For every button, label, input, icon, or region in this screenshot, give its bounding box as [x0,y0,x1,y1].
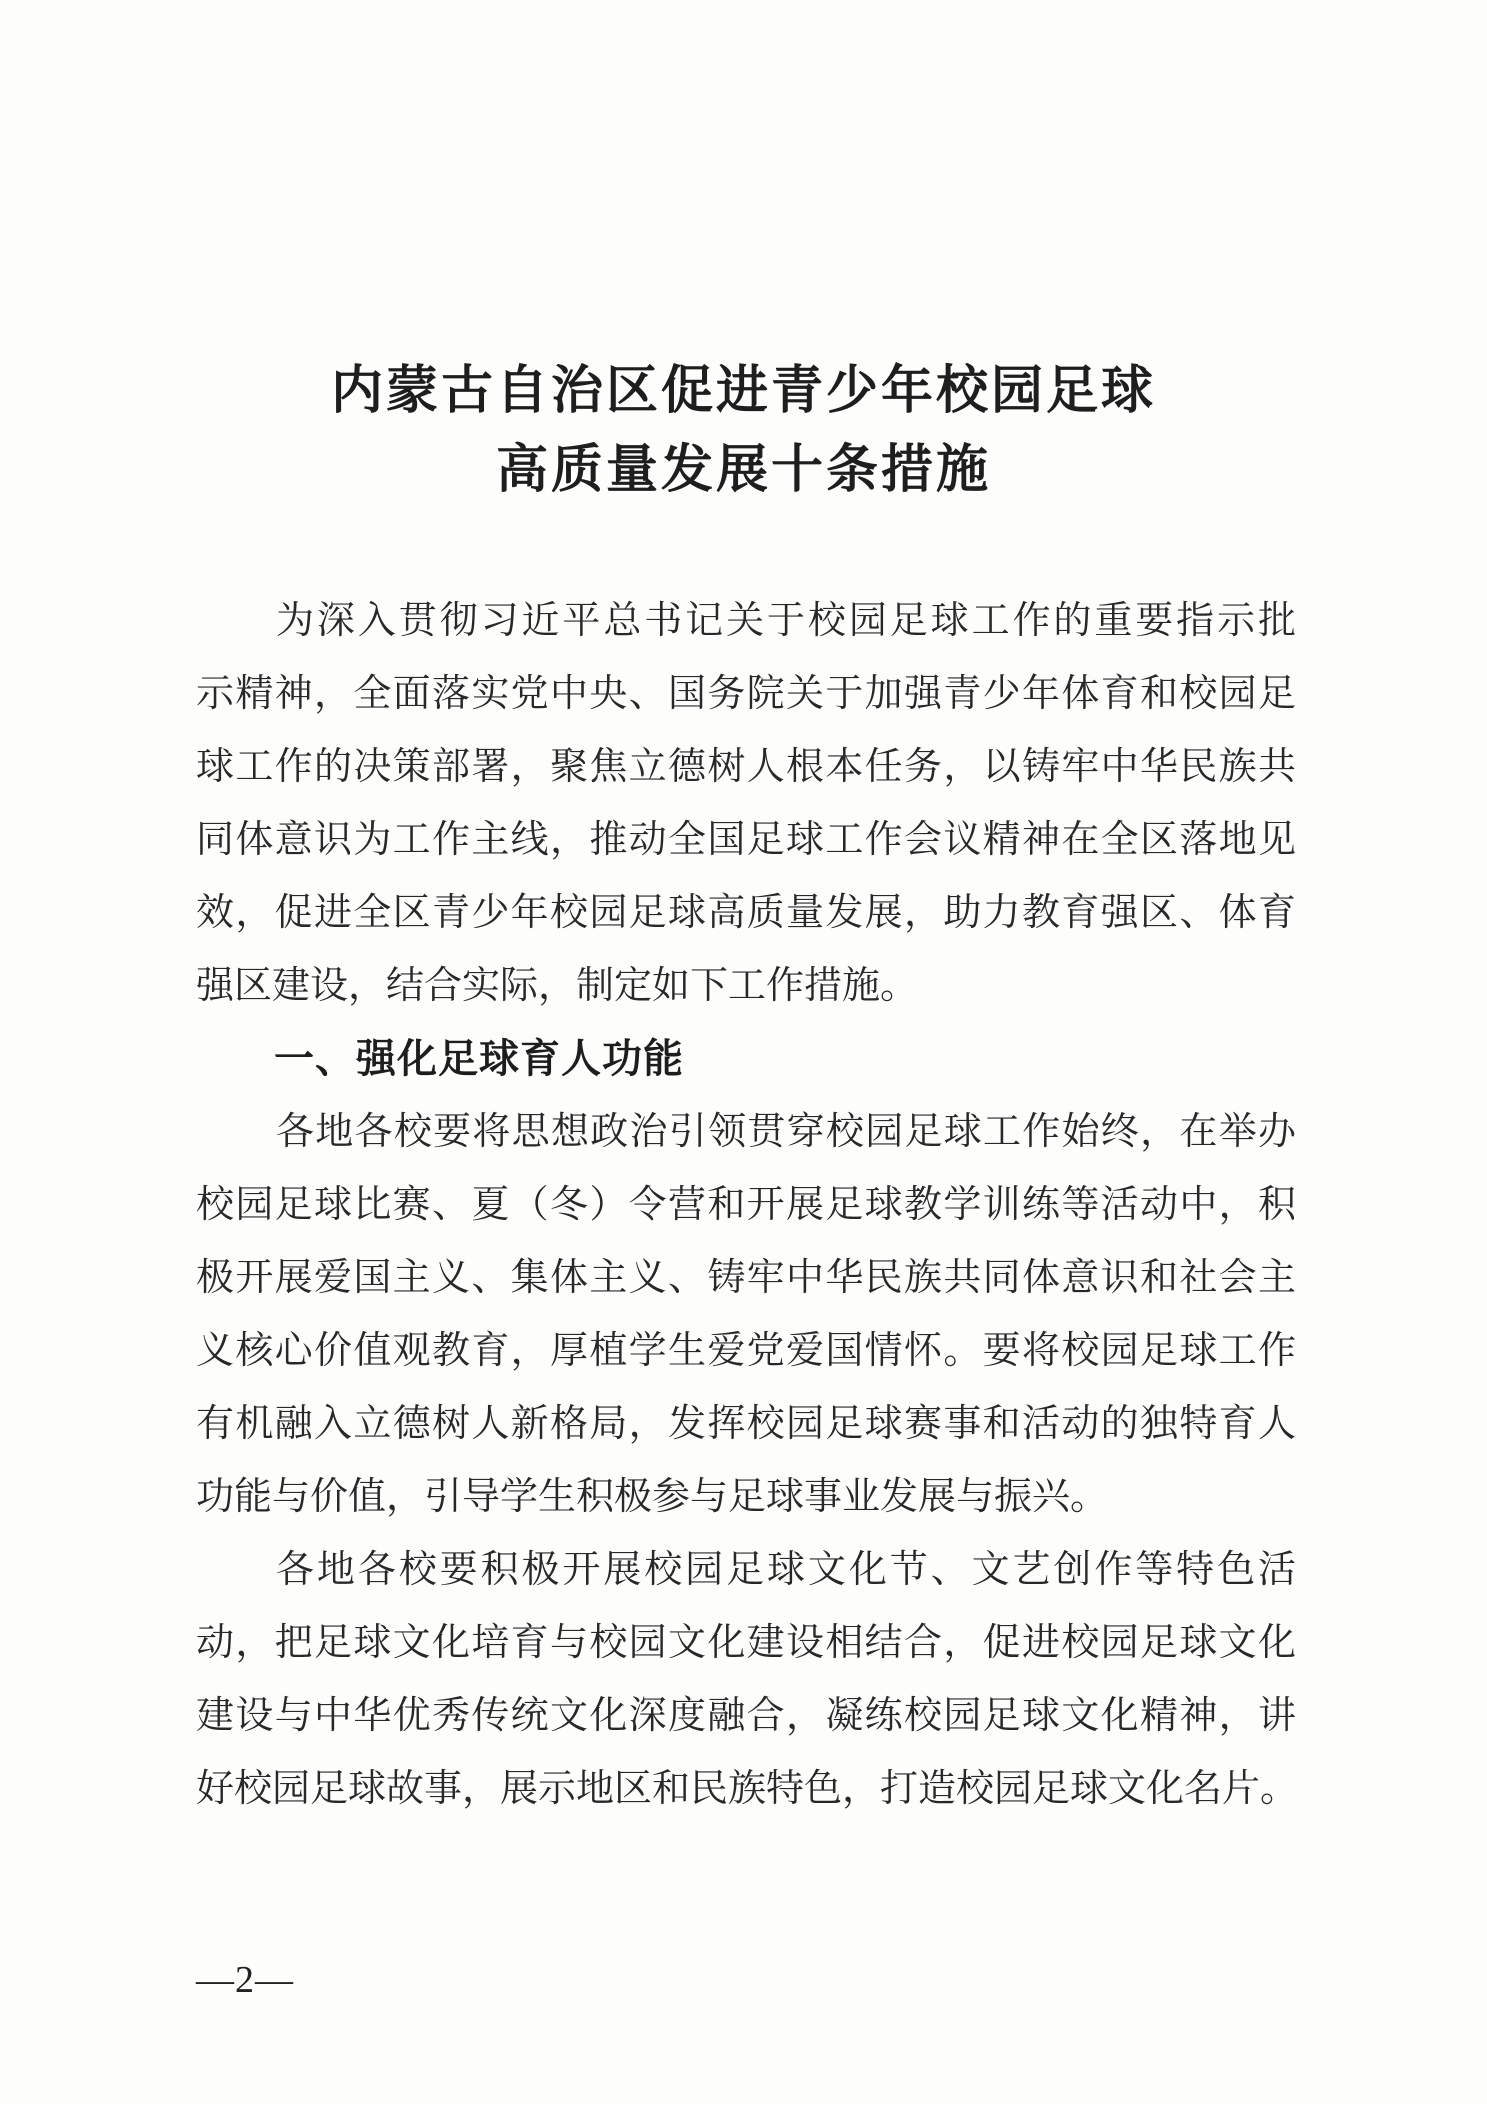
body-line: 各地各校要将思想政治引领贯穿校园足球工作始终，在举办 [276,1111,1296,1153]
body-line: 示精神，全面落实党中央、国务院关于加强青少年体育和校园足 [196,673,1296,715]
section-heading: 一、强化足球育人功能 [274,1037,684,1081]
body-line: 极开展爱国主义、集体主义、铸牢中华民族共同体意识和社会主 [196,1257,1296,1299]
body-line: 好校园足球故事，展示地区和民族特色，打造校园足球文化名片。 [196,1768,1299,1810]
body-line: 各地各校要积极开展校园足球文化节、文艺创作等特色活 [276,1549,1296,1591]
body-line: 动，把足球文化培育与校园文化建设相结合，促进校园足球文化 [196,1622,1296,1664]
body-line: 强区建设，结合实际，制定如下工作措施。 [196,965,919,1007]
document-body [196,585,1299,1826]
body-line: 效，促进全区青少年校园足球高质量发展，助力教育强区、体育 [196,892,1296,934]
document-title [0,352,1487,510]
title-line-1: 内蒙古自治区促进青少年校园足球 [330,363,1156,420]
body-line: 功能与价值，引导学生积极参与足球事业发展与振兴。 [196,1476,1109,1518]
body-line: 为深入贯彻习近平总书记关于校园足球工作的重要指示批 [276,600,1296,642]
title-line-2: 高质量发展十条措施 [495,442,991,499]
body-line: 球工作的决策部署，聚焦立德树人根本任务，以铸牢中华民族共 [196,746,1296,788]
body-line: 有机融入立德树人新格局，发挥校园足球赛事和活动的独特育人 [196,1403,1296,1445]
page-number: —2— [196,1959,294,2001]
body-line: 义核心价值观教育，厚植学生爱党爱国情怀。要将校园足球工作 [196,1330,1296,1372]
body-line: 同体意识为工作主线，推动全国足球工作会议精神在全区落地见 [196,819,1296,861]
body-line: 校园足球比赛、夏（冬）令营和开展足球教学训练等活动中，积 [196,1184,1296,1226]
body-line: 建设与中华优秀传统文化深度融合，凝练校园足球文化精神，讲 [196,1695,1296,1737]
